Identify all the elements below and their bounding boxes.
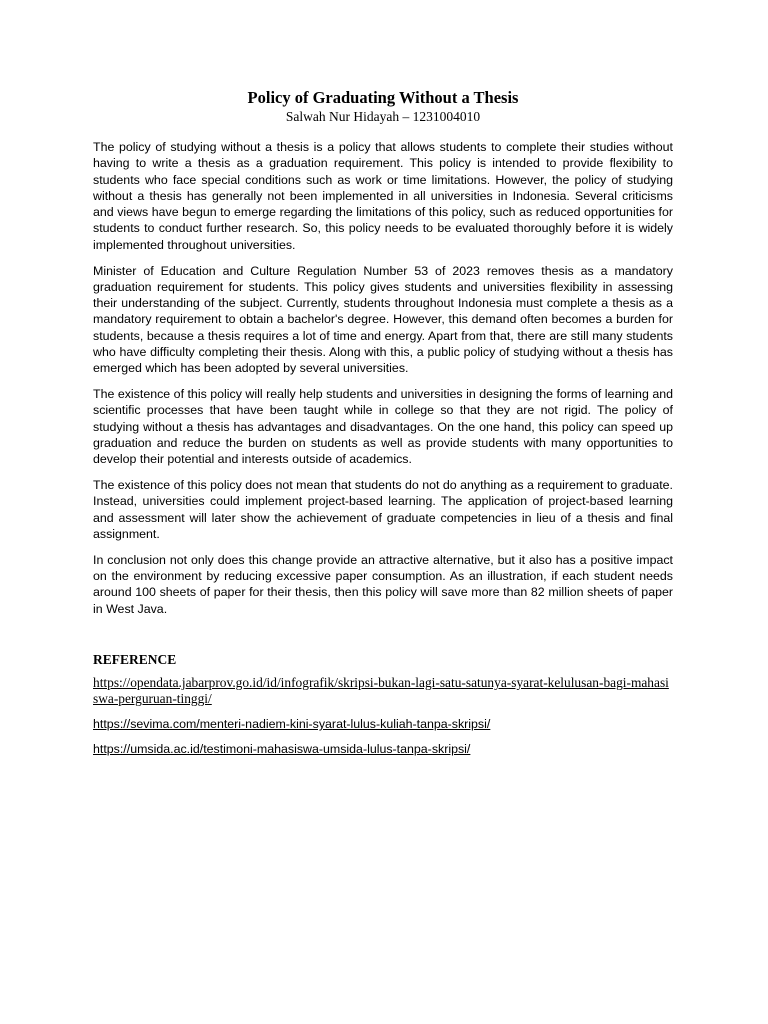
reference-heading: REFERENCE	[93, 652, 177, 668]
document-page	[93, 88, 673, 766]
reference-link-sevima[interactable]: https://sevima.com/menteri-nadiem-kini-syarat-lulus-kuliah-tanpa-skripsi/	[93, 717, 491, 732]
reference-link-umsida[interactable]: https://umsida.ac.id/testimoni-mahasiswa-umsida-lulus-tanpa-skripsi/	[93, 742, 471, 757]
paragraph: Minister of Education and Culture Regulation Number 53 of 2023 removes thesis as a mandatory graduation requirement for students. This policy gives students and universities flexibility in assessing their understanding of the subject. Currently, students throughout Indonesia must complete a thesis as a mandatory requirement to obtain a bachelor's degree. However, this demand often becomes a burden for students, because a thesis requires a lot of time and energy. Apart from that, there are still many students who have difficulty completing their thesis. Along with this, a public policy of studying without a thesis has emerged which has been adopted by several universities.	[93, 263, 673, 376]
paragraph: The policy of studying without a thesis is a policy that allows students to complete their studies without having to write a thesis as a graduation requirement. This policy is intended to provide flexibility to students who face special conditions such as work or time limitations. However, the policy of studying without a thesis has generally not been implemented in all universities in Indonesia. Several criticisms and views have begun to emerge regarding the limitations of this policy, such as reduced opportunities for students to conduct further research. So, this policy needs to be evaluated thoroughly before it is widely implemented throughout universities.	[93, 140, 673, 252]
paragraph: In conclusion not only does this change provide an attractive alternative, but it also has a positive impact on the environment by reducing excessive paper consumption. As an illustration, if each student needs around 100 sheets of paper for their thesis, then this policy will save more than 82 million sheets of paper in West Java.	[93, 552, 673, 616]
reference-link-opendata[interactable]: https://opendata.jabarprov.go.id/id/infografik/skripsi-bukan-lagi-satu-satunya-syarat-kelulusan-bagi-mahasiswa-perguruan-tinggi/	[93, 675, 669, 707]
author-line: Salwah Nur Hidayah – 1231004010	[285, 109, 481, 124]
paragraph: The existence of this policy will really help students and universities in designing the forms of learning and scientific processes that have been taught while in college so that they are not rigid. The policy of studying without a thesis has advantages and disadvantages. On the one hand, this policy can speed up graduation and reduce the burden on students as well as provide students with many opportunities to develop their potential and interests outside of academics.	[93, 387, 673, 467]
document-title: Policy of Graduating Without a Thesis	[247, 88, 519, 107]
paragraph: The existence of this policy does not mean that students do not do anything as a requirement to graduate. Instead, universities could implement project-based learning. The application of project-based learning and assessment will later show the achievement of graduate competencies in lieu of a thesis and final assignment.	[93, 478, 673, 542]
